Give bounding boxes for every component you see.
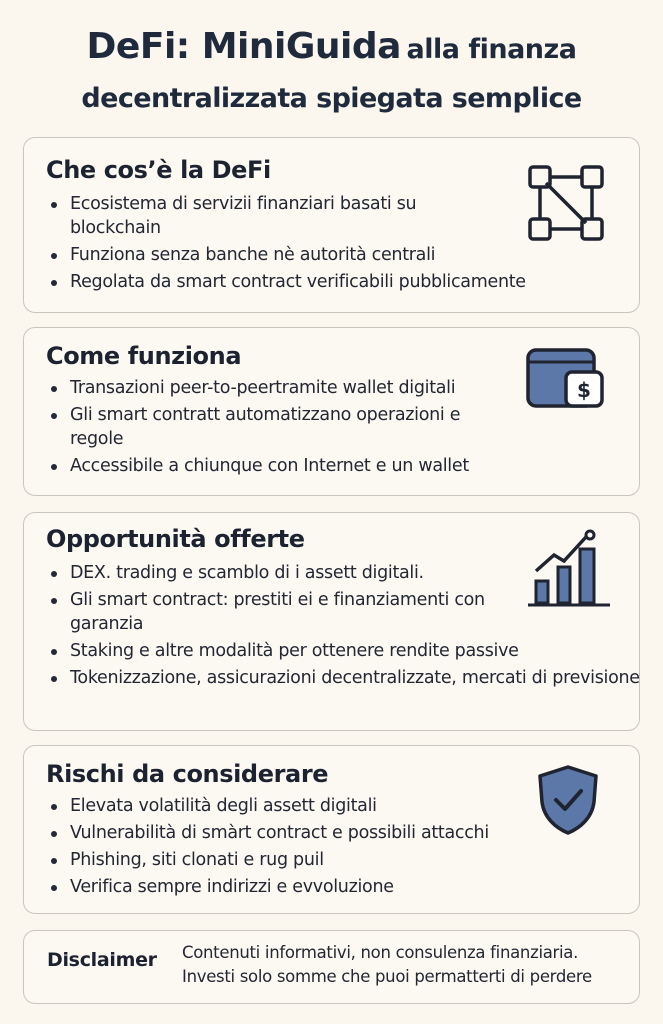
list-item: Funziona senza banche nè autorità centrali — [48, 243, 568, 267]
disclaimer-line: Contenuti informativi, non consulenza finanziaria. — [182, 943, 579, 962]
section-what-is-defi — [23, 137, 640, 313]
list-item: DEX. trading e scamblo di i assett digitali. — [48, 561, 568, 585]
bullet-list — [48, 794, 568, 902]
list-item: Gli smart contratt automatizzano operazioni e regole — [48, 403, 510, 451]
growth-chart-icon — [524, 529, 614, 609]
section-opportunities — [23, 512, 640, 731]
list-item: Staking e altre modalità per ottenere rendite passive — [48, 639, 630, 663]
section-heading: Rischi da considerare — [46, 760, 329, 788]
svg-text:$: $ — [577, 378, 591, 402]
title-tail: alla finanza — [406, 34, 577, 65]
section-heading: Opportunità offerte — [46, 525, 305, 553]
disclaimer-line: Investi solo somme che puoi permatterti di perdere — [182, 967, 592, 986]
disclaimer-label: Disclaimer — [47, 949, 157, 971]
disclaimer-box — [23, 930, 640, 1004]
page-title — [0, 24, 663, 122]
list-item: Regolata da smart contract verificabili pubblicamente — [48, 270, 630, 294]
list-item: Ecosistema di servizii finanziari basati su blockchain — [48, 192, 470, 240]
list-item: Gli smart contract: prestiti ei e finanziamenti con garanzia — [48, 588, 530, 636]
section-risks — [23, 745, 640, 914]
list-item: Elevata volatilità degli assett digitali — [48, 794, 568, 818]
list-item: Verifica sempre indirizzi e evvoluzione — [48, 875, 568, 899]
wallet-dollar-icon — [524, 346, 624, 418]
bullet-list — [48, 192, 568, 297]
bullet-list — [48, 376, 568, 481]
list-item: Tokenizzazione, assicurazioni decentralizzate, mercati di previsione — [48, 666, 640, 690]
shield-check-icon — [536, 764, 600, 836]
section-heading: Come funziona — [46, 342, 242, 370]
section-heading: Che cos’è la DeFi — [46, 156, 271, 184]
network-nodes-icon — [526, 163, 606, 243]
disclaimer-text — [182, 941, 632, 989]
title-main: DeFi: MiniGuida — [86, 26, 401, 67]
bullet-list — [48, 561, 640, 693]
list-item: Accessibile a chiunque con Internet e un wallet — [48, 454, 568, 478]
list-item: Vulnerabilità di smàrt contract e possibili attacchi — [48, 821, 630, 845]
section-how-it-works — [23, 327, 640, 496]
list-item: Phishing, siti clonati e rug puil — [48, 848, 568, 872]
list-item: Transazioni peer-to-peertramite wallet digitali — [48, 376, 568, 400]
title-subline: decentralizzata spiegata semplice — [81, 83, 582, 114]
